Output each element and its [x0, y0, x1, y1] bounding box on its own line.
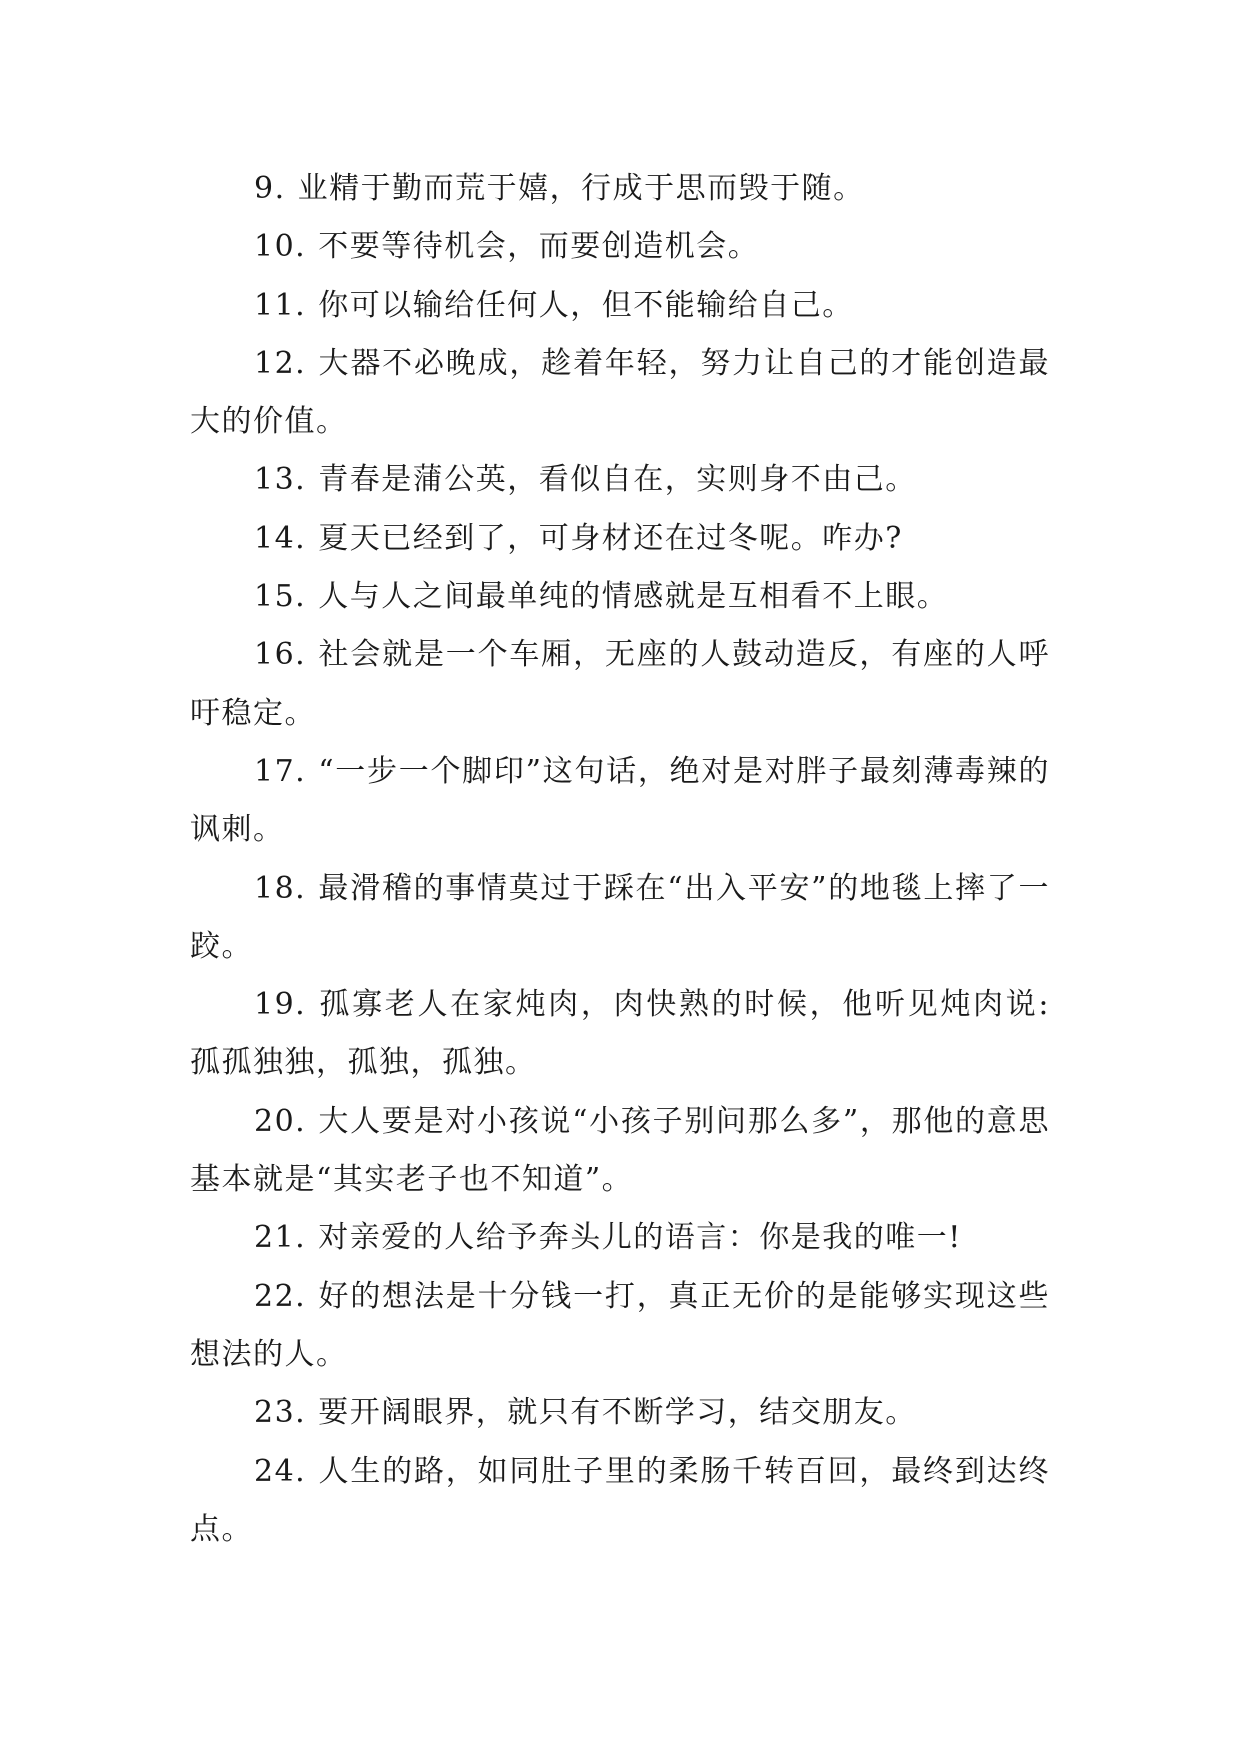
- list-item: [190, 1093, 1050, 1210]
- item-text: 大器不必晚成，趁着年轻，努力让自己的才能创造最大的价值。: [190, 345, 1050, 440]
- item-text: 人生的路，如同肚子里的柔肠千转百回，最终到达终点。: [190, 1453, 1050, 1547]
- item-text: 业精于勤而荒于嬉，行成于思而毁于随。: [297, 171, 865, 206]
- item-number: 17.: [254, 753, 307, 789]
- item-text: 社会就是一个车厢，无座的人鼓动造反，有座的人呼吁稳定。: [190, 637, 1050, 731]
- item-number: 24.: [254, 1453, 307, 1489]
- item-number: 9.: [254, 171, 286, 206]
- list-item: [190, 860, 1050, 977]
- list-item: [190, 568, 1050, 626]
- item-text: 孤寡老人在家炖肉，肉快熟的时候，他听见炖肉说:孤孤独独，孤独，孤独。: [190, 987, 1050, 1081]
- item-text: 青春是蒲公英，看似自在，实则身不由己。: [318, 462, 917, 498]
- list-item: [190, 451, 1050, 509]
- list-item: [190, 626, 1050, 743]
- list-item: [190, 976, 1050, 1093]
- item-text: 你可以输给任何人，但不能输给自己。: [318, 287, 854, 323]
- item-number: 21.: [254, 1220, 307, 1256]
- list-item: [190, 277, 1050, 335]
- list-item: [190, 1443, 1050, 1560]
- list-item: [190, 335, 1050, 452]
- item-number: 12.: [254, 345, 307, 381]
- list-item: [190, 743, 1050, 860]
- list-item: [190, 160, 1050, 218]
- item-text: 不要等待机会，而要创造机会。: [318, 229, 760, 265]
- item-number: 10.: [254, 229, 307, 265]
- item-number: 18.: [254, 870, 307, 906]
- item-text: 好的想法是十分钱一打，真正无价的是能够实现这些想法的人。: [190, 1278, 1050, 1372]
- quote-list: [190, 160, 1050, 1559]
- list-item: [190, 1384, 1050, 1442]
- item-number: 23.: [254, 1395, 307, 1431]
- item-number: 19.: [254, 987, 307, 1023]
- list-item: [190, 218, 1050, 276]
- item-number: 14.: [254, 520, 307, 556]
- list-item: [190, 1268, 1050, 1385]
- item-text: 要开阔眼界，就只有不断学习，结交朋友。: [318, 1395, 917, 1431]
- list-item: [190, 510, 1050, 568]
- item-number: 22.: [254, 1278, 307, 1314]
- item-number: 15.: [254, 579, 307, 615]
- item-text: 最滑稽的事情莫过于踩在“出入平安”的地毯上摔了一跤。: [190, 870, 1050, 964]
- item-text: 大人要是对小孩说“小孩子别问那么多”，那他的意思基本就是“其实老子也不知道”。: [190, 1103, 1050, 1198]
- item-text: 人与人之间最单纯的情感就是互相看不上眼。: [318, 579, 949, 615]
- item-number: 16.: [254, 637, 307, 673]
- item-text: 对亲爱的人给予奔头儿的语言：你是我的唯一!: [318, 1220, 962, 1256]
- list-item: [190, 1209, 1050, 1267]
- item-number: 11.: [254, 287, 307, 323]
- item-number: 20.: [254, 1103, 307, 1139]
- item-number: 13.: [254, 462, 307, 498]
- item-text: “一步一个脚印”这句话，绝对是对胖子最刻薄毒辣的讽刺。: [190, 753, 1050, 848]
- item-text: 夏天已经到了，可身材还在过冬呢。咋办?: [318, 520, 903, 556]
